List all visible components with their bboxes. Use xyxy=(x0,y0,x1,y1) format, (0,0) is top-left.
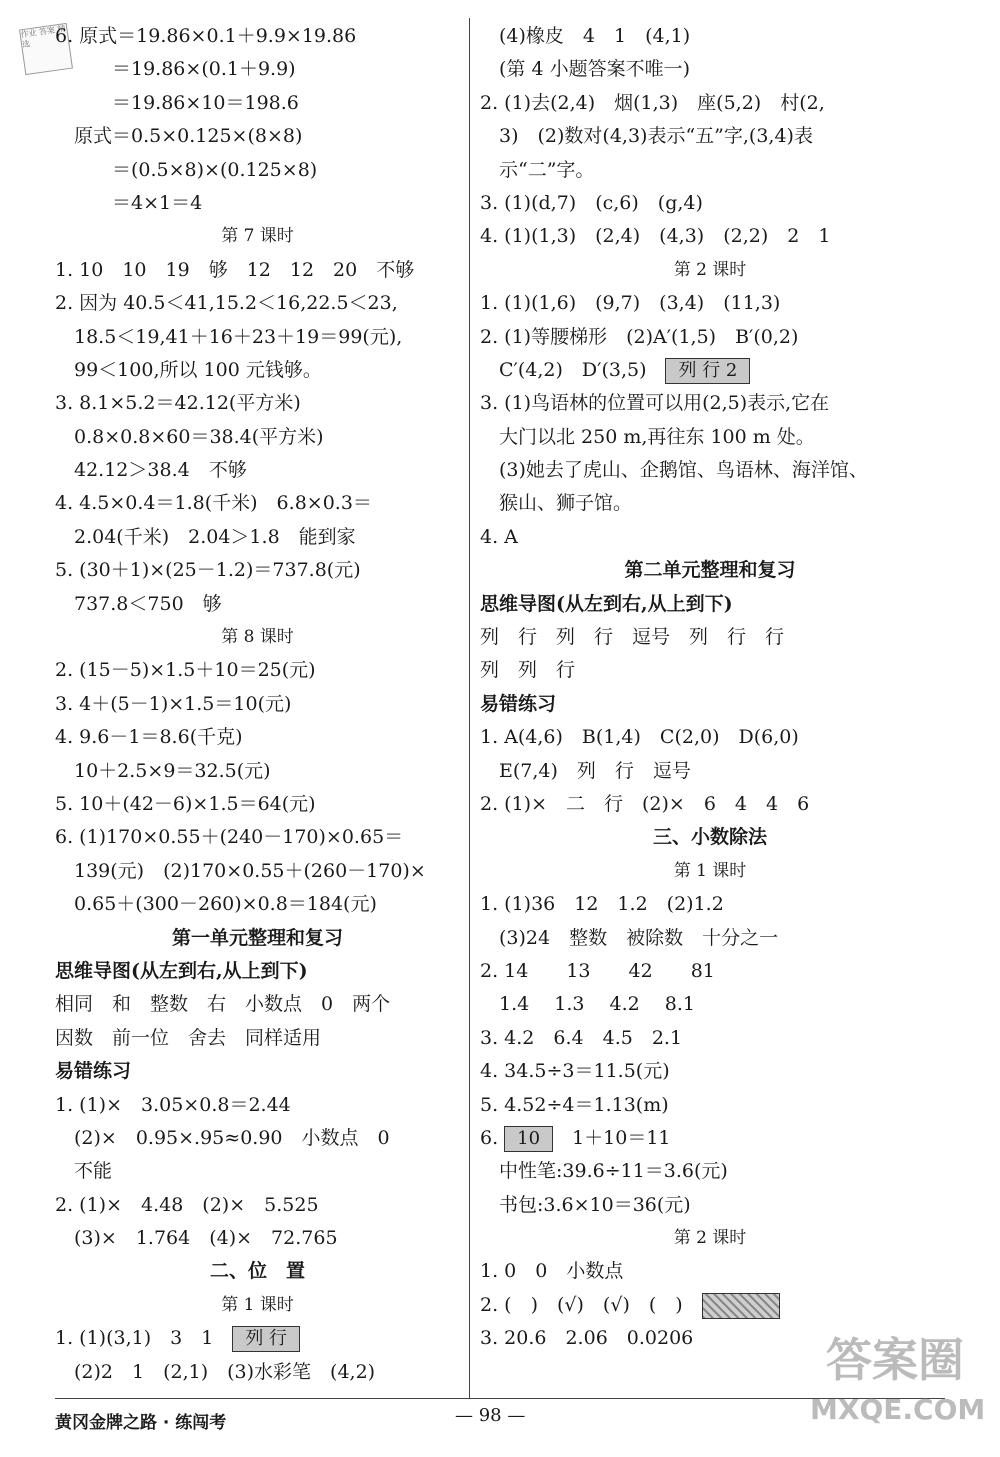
line-text: 737.8＜750 够 xyxy=(55,592,222,615)
answer-line xyxy=(55,1356,460,1389)
line-text: 42.12＞38.4 不够 xyxy=(55,459,247,482)
line-text: E(7,4) 列 行 逗号 xyxy=(480,759,691,782)
line-text: 1. (1)36 12 1.2 (2)1.2 xyxy=(480,893,724,916)
line-text: 列 列 行 xyxy=(480,659,576,682)
line-text: 3. 4＋(5－1)×1.5＝10(元) xyxy=(55,692,292,715)
line-text: 易错练习 xyxy=(480,692,557,715)
line-text: 因数 前一位 舍去 同样适用 xyxy=(55,1026,322,1049)
answer-line xyxy=(55,1322,460,1355)
left-column xyxy=(55,20,460,1389)
answer-line xyxy=(480,1255,940,1288)
answer-line xyxy=(55,755,460,788)
lesson-heading xyxy=(480,254,940,287)
line-text: 3. (1)(d,7) (c,6) (g,4) xyxy=(480,191,703,214)
line-text: 3. (1)鸟语林的位置可以用(2,5)表示,它在 xyxy=(480,392,830,415)
answer-line xyxy=(480,120,940,153)
line-text: (第 4 小题答案不唯一) xyxy=(480,58,690,81)
line-text: ＝19.86×10＝198.6 xyxy=(55,91,299,114)
line-text: 4. A xyxy=(480,525,518,548)
answer-line xyxy=(480,287,940,320)
answer-line xyxy=(480,220,940,253)
answer-line xyxy=(55,1155,460,1188)
answer-line xyxy=(55,1222,460,1255)
answer-line xyxy=(55,988,460,1021)
corner-stamp: 作业 答案 精选 xyxy=(19,23,73,75)
answer-line xyxy=(55,87,460,120)
line-text: 1. (1)× 3.05×0.8＝2.44 xyxy=(55,1093,291,1116)
answer-line xyxy=(55,821,460,854)
line-text: 第 7 课时 xyxy=(221,226,294,247)
answer-line xyxy=(480,1155,940,1188)
line-text: ＝4×1＝4 xyxy=(55,191,203,214)
line-text: 1. (1)(1,6) (9,7) (3,4) (11,3) xyxy=(480,292,781,315)
subsection-heading xyxy=(480,688,940,721)
line-text: 2. (1)等腰梯形 (2)A′(1,5) B′(0,2) xyxy=(480,325,799,348)
line-text: 第 2 课时 xyxy=(673,259,747,280)
line-text: (3)她去了虎山、企鹅馆、鸟语林、海洋馆、 xyxy=(480,459,868,482)
answer-line xyxy=(480,20,940,53)
subsection-heading xyxy=(55,1055,460,1088)
subsection-heading xyxy=(55,955,460,988)
line-text: 猴山、狮子馆。 xyxy=(480,492,633,515)
line-text: 示“二”字。 xyxy=(480,158,595,181)
line-text: (3)× 1.764 (4)× 72.765 xyxy=(55,1227,338,1250)
lesson-heading xyxy=(55,621,460,654)
line-text: 3) (2)数对(4,3)表示“五”字,(3,4)表 xyxy=(480,125,813,148)
right-column xyxy=(480,20,940,1356)
line-text: 5. 4.52÷4＝1.13(m) xyxy=(480,1093,669,1116)
line-text: 第 2 课时 xyxy=(673,1228,747,1249)
answer-line xyxy=(480,988,940,1021)
highlight-box: 10 xyxy=(504,1126,553,1152)
line-text: 1.4 1.3 4.2 8.1 xyxy=(480,993,695,1016)
section-heading xyxy=(480,554,940,587)
line-text: 2.04(千米) 2.04＞1.8 能到家 xyxy=(55,525,356,548)
line-text: 99＜100,所以 100 元钱够。 xyxy=(55,358,322,381)
watermark-line2: MXQE.COM xyxy=(810,1393,986,1426)
line-text: 18.5＜19,41＋16＋23＋19＝99(元), xyxy=(55,325,403,348)
line-text: 4. 34.5÷3＝11.5(元) xyxy=(480,1060,670,1083)
answer-line xyxy=(55,721,460,754)
answer-line xyxy=(55,888,460,921)
answer-line xyxy=(55,1089,460,1122)
answer-line xyxy=(480,454,940,487)
lesson-heading xyxy=(480,855,940,888)
answer-line xyxy=(55,53,460,86)
subsection-heading xyxy=(480,588,940,621)
answer-line xyxy=(480,1022,940,1055)
answer-line xyxy=(55,20,460,53)
line-text: 2. (15－5)×1.5＋10＝25(元) xyxy=(55,659,316,682)
section-heading xyxy=(480,821,940,854)
answer-line xyxy=(55,287,460,320)
answer-line xyxy=(480,1089,940,1122)
line-text: 第一单元整理和复习 xyxy=(171,926,343,949)
answer-line xyxy=(55,654,460,687)
line-text: 5. 10＋(42－6)×1.5＝64(元) xyxy=(55,792,316,815)
line-text: (3)24 整数 被除数 十分之一 xyxy=(480,926,779,949)
line-text: 大门以北 250 m,再往东 100 m 处。 xyxy=(480,425,815,448)
answer-line xyxy=(480,1122,940,1155)
line-text: 第 1 课时 xyxy=(221,1294,294,1315)
line-text: 4. 9.6－1＝8.6(千克) xyxy=(55,726,243,749)
answer-line xyxy=(480,421,940,454)
answer-line xyxy=(55,387,460,420)
line-text: 1. 10 10 19 够 12 12 20 不够 xyxy=(55,258,415,281)
answer-line xyxy=(55,788,460,821)
line-text: 书包:3.6×10＝36(元) xyxy=(480,1193,691,1216)
line-text: 第 1 课时 xyxy=(673,860,747,881)
line-text: 第二单元整理和复习 xyxy=(624,559,796,582)
section-heading xyxy=(55,922,460,955)
book-title: 黄冈金牌之路 · 练闯考 xyxy=(55,1413,227,1433)
answer-line xyxy=(480,654,940,687)
line-text: (2)2 1 (2,1) (3)水彩笔 (4,2) xyxy=(55,1360,376,1383)
line-text: 6. 原式＝19.86×0.1＋9.9×19.86 xyxy=(55,25,357,47)
line-text: 思维导图(从左到右,从上到下) xyxy=(480,592,733,615)
answer-line xyxy=(480,521,940,554)
lesson-heading xyxy=(55,1289,460,1322)
line-text: 列 行 列 行 逗号 列 行 行 xyxy=(480,626,785,649)
watermark xyxy=(810,1330,986,1450)
answer-line xyxy=(480,788,940,821)
answer-line xyxy=(480,955,940,988)
line-text: 相同 和 整数 右 小数点 0 两个 xyxy=(55,993,391,1016)
line-text: 原式＝0.5×0.125×(8×8) xyxy=(55,125,303,148)
highlight-box: 列 行 2 xyxy=(665,358,750,384)
line-text: ＝19.86×(0.1＋9.9) xyxy=(55,58,296,81)
answer-line xyxy=(55,554,460,587)
line-text: 4. 4.5×0.4＝1.8(千米) 6.8×0.3＝ xyxy=(55,492,372,515)
line-text: 3. 20.6 2.06 0.0206 xyxy=(480,1327,694,1350)
line-text: 二、位 置 xyxy=(209,1260,305,1283)
answer-line xyxy=(55,588,460,621)
line-text: 1. 0 0 小数点 xyxy=(480,1260,624,1283)
answer-line xyxy=(55,421,460,454)
answer-line xyxy=(55,1189,460,1222)
answer-line xyxy=(480,1055,940,1088)
line-text: 2. (1)× 二 行 (2)× 6 4 4 6 xyxy=(480,792,810,815)
line-text: 139(元) (2)170×0.55＋(260－170)× xyxy=(55,859,426,882)
line-text: 易错练习 xyxy=(55,1060,132,1083)
line-text: 中性笔:39.6÷11＝3.6(元) xyxy=(480,1160,728,1183)
line-text: ＝(0.5×8)×(0.125×8) xyxy=(55,158,318,181)
scribble-box xyxy=(702,1293,780,1319)
answer-line xyxy=(55,254,460,287)
answer-line xyxy=(480,321,940,354)
answer-line xyxy=(480,888,940,921)
column-divider xyxy=(469,18,470,1398)
answer-line xyxy=(480,621,940,654)
line-text: 2. ( ) (√) (√) ( ) xyxy=(480,1293,702,1316)
line-text: 3. 4.2 6.4 4.5 2.1 xyxy=(480,1026,683,1049)
line-text: 5. (30＋1)×(25－1.2)＝737.8(元) xyxy=(55,559,361,582)
line-text-after: 1＋10＝11 xyxy=(553,1126,671,1149)
answer-line xyxy=(480,721,940,754)
line-text: 6. (1)170×0.55＋(240－170)×0.65＝ xyxy=(55,826,404,849)
line-text: 0.65＋(300－260)×0.8＝184(元) xyxy=(55,893,377,916)
highlight-box: 列 行 xyxy=(232,1326,300,1352)
answer-line xyxy=(55,688,460,721)
line-text: C′(4,2) D′(3,5) xyxy=(480,358,666,381)
line-text: 2. 14 13 42 81 xyxy=(480,959,715,982)
line-text: 1. A(4,6) B(1,4) C(2,0) D(6,0) xyxy=(480,726,799,749)
line-text: 三、小数除法 xyxy=(652,826,767,849)
section-heading xyxy=(55,1255,460,1288)
line-text: 0.8×0.8×60＝38.4(平方米) xyxy=(55,425,324,448)
answer-line xyxy=(480,1189,940,1222)
answer-line xyxy=(55,321,460,354)
page-number: — 98 — xyxy=(455,1405,526,1426)
line-text: 4. (1)(1,3) (2,4) (4,3) (2,2) 2 1 xyxy=(480,225,831,248)
answer-line xyxy=(480,354,940,387)
line-text: 1. (1)(3,1) 3 1 xyxy=(55,1327,233,1350)
answer-line xyxy=(55,154,460,187)
watermark-line1: 答案圈 xyxy=(826,1333,964,1387)
answer-line xyxy=(480,87,940,120)
answer-line xyxy=(55,855,460,888)
lesson-heading xyxy=(480,1222,940,1255)
answer-line xyxy=(55,120,460,153)
answer-line xyxy=(55,354,460,387)
answer-line xyxy=(480,53,940,86)
answer-line xyxy=(55,1122,460,1155)
answer-line xyxy=(480,922,940,955)
answer-line xyxy=(55,521,460,554)
answer-line xyxy=(55,487,460,520)
line-text: 2. 因为 40.5＜41,15.2＜16,22.5＜23, xyxy=(55,292,398,315)
line-text: (2)× 0.95×.95≈0.90 小数点 0 xyxy=(55,1126,390,1149)
answer-line xyxy=(480,487,940,520)
line-text: 6. xyxy=(480,1126,505,1149)
line-text: 不能 xyxy=(55,1160,113,1183)
line-text: 思维导图(从左到右,从上到下) xyxy=(55,959,308,982)
line-text: 3. 8.1×5.2＝42.12(平方米) xyxy=(55,392,301,415)
answer-line xyxy=(55,1022,460,1055)
answer-line xyxy=(55,454,460,487)
answer-line xyxy=(480,187,940,220)
line-text: 10＋2.5×9＝32.5(元) xyxy=(55,759,271,782)
answer-line xyxy=(55,187,460,220)
answer-line xyxy=(480,387,940,420)
answer-line xyxy=(480,755,940,788)
answer-line xyxy=(480,1289,940,1322)
lesson-heading xyxy=(55,220,460,253)
line-text: 2. (1)× 4.48 (2)× 5.525 xyxy=(55,1193,319,1216)
answer-line xyxy=(480,154,940,187)
line-text: 2. (1)去(2,4) 烟(1,3) 座(5,2) 村(2, xyxy=(480,91,825,114)
line-text: 第 8 课时 xyxy=(221,627,294,648)
line-text: (4)橡皮 4 1 (4,1) xyxy=(480,25,691,47)
